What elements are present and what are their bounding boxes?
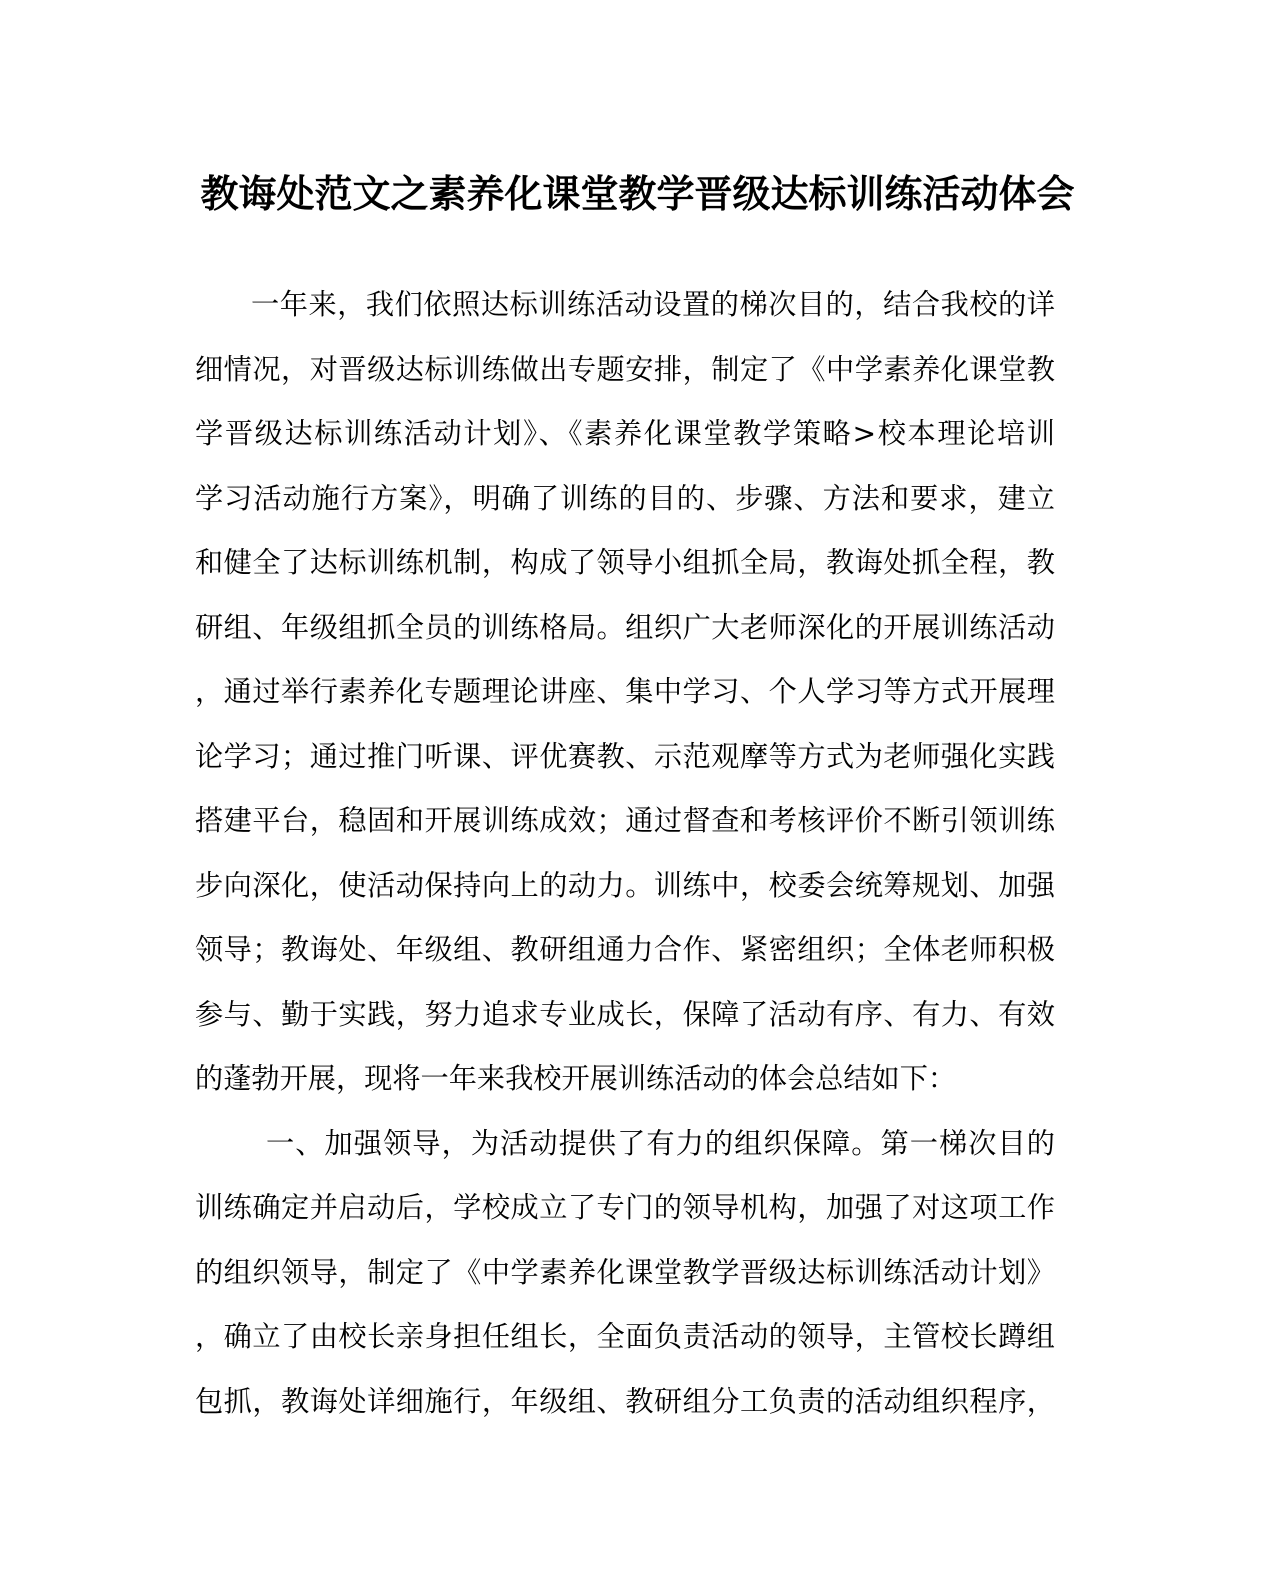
paragraph-line: ，确立了由校长亲身担任组长，全面负责活动的领导，主管校长蹲组 [195, 1320, 1055, 1353]
paragraph-line: 领导；教诲处、年级组、教研组通力合作、紧密组织；全体老师积极 [195, 933, 1055, 966]
paragraph-line: 的蓬勃开展，现将一年来我校开展训练活动的体会总结如下： [195, 1062, 957, 1095]
paragraph-line: 学晋级达标训练活动计划》、《素养化课堂教学策略>校本理论培训 [195, 417, 1055, 450]
document-body [195, 273, 1055, 1434]
paragraph-line: ，通过举行素养化专题理论讲座、集中学习、个人学习等方式开展理 [195, 675, 1055, 708]
paragraph-line: 的组织领导，制定了《中学素养化课堂教学晋级达标训练活动计划》 [195, 1255, 1055, 1289]
paragraph-line: 学习活动施行方案》，明确了训练的目的、步骤、方法和要求，建立 [195, 481, 1055, 515]
paragraph-line: 包抓，教诲处详细施行，年级组、教研组分工负责的活动组织程序， [195, 1384, 1055, 1418]
paragraph-line: 一年来，我们依照达标训练活动设置的梯次目的，结合我校的详 [251, 288, 1055, 321]
paragraph-line: 和健全了达标训练机制，构成了领导小组抓全局，教诲处抓全程，教 [195, 546, 1055, 579]
paragraph-line: 论学习；通过推门听课、评优赛教、示范观摩等方式为老师强化实践 [195, 739, 1055, 773]
document-title: 教诲处范文之素养化课堂教学晋级达标训练活动体会 [200, 171, 1075, 216]
paragraph-line: 训练确定并启动后，学校成立了专门的领导机构，加强了对这项工作 [195, 1191, 1055, 1224]
paragraph-line: 一、加强领导，为活动提供了有力的组织保障。第一梯次目的 [266, 1126, 1055, 1160]
paragraph-line: 参与、勤于实践，努力追求专业成长，保障了活动有序、有力、有效 [195, 997, 1055, 1031]
paragraph-line: 搭建平台，稳固和开展训练成效；通过督查和考核评价不断引领训练 [195, 804, 1055, 837]
paragraph-line: 细情况，对晋级达标训练做出专题安排，制定了《中学素养化课堂教 [195, 352, 1055, 386]
paragraph-line: 步向深化，使活动保持向上的动力。训练中，校委会统筹规划、加强 [195, 868, 1055, 902]
paragraph-line: 研组、年级组抓全员的训练格局。组织广大老师深化的开展训练活动 [195, 610, 1055, 644]
